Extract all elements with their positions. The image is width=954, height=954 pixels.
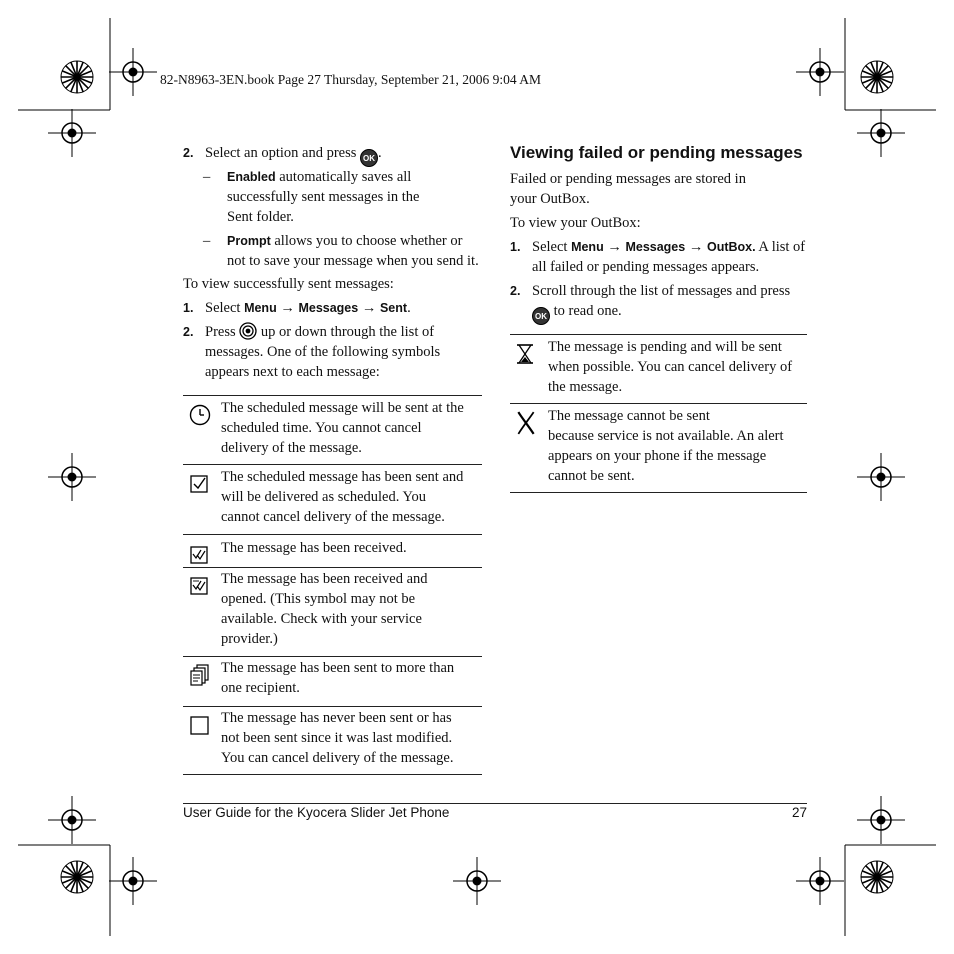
description-line: scheduled time. You cannot cancel [221,420,422,436]
description-line: the message. [548,379,623,395]
description-line: will be delivered as scheduled. You [221,489,426,505]
double-check-icon [189,544,211,566]
description-line: The message has never been sent or has [221,710,452,726]
option-text-line: successfully sent messages in the [227,189,420,205]
intro-line: Failed or pending messages are stored in [510,171,746,187]
double-check-opened-icon [189,575,211,597]
table-rule [183,464,482,465]
symbol-description [221,708,453,768]
description-line: opened. (This symbol may not be [221,591,416,607]
step-number: 1. [183,301,194,315]
table-rule [510,334,807,335]
check-box-icon [189,473,211,495]
messages-key: Messages [298,301,359,315]
step-text: appears next to each message: [205,364,380,380]
option-key-enabled: Enabled [227,170,276,184]
outbox-step-2 [510,281,832,325]
view-step-1 [183,298,505,318]
symbol-description [221,398,464,458]
step-text: Scroll through the list of messages and press [532,283,791,299]
page-number: 27 [791,805,807,820]
step-text: Press [205,324,236,340]
description-line: when possible. You can cancel delivery of [548,359,793,375]
table-rule [183,774,482,775]
description-line: one recipient. [221,680,300,696]
description-line: You can cancel delivery of the message. [221,750,454,766]
table-rule [183,706,482,707]
table-rule [183,656,482,657]
sent-key: Sent [379,301,408,315]
step-text: up or down through the list of [260,324,435,340]
step-number: 1. [510,240,521,254]
description-line: The scheduled message will be sent at the [221,400,464,416]
menu-key: Menu [244,301,277,315]
menu-key: Menu [571,240,604,254]
step-text: to read one. [553,303,622,319]
arrow: → [688,239,704,255]
step-2-select-option: 2. Select an option and press OK . [183,143,505,167]
step-text: A list of [758,239,806,255]
dash: – [203,169,211,185]
description-line: not been sent since it was last modified. [221,730,453,746]
symbol-description [221,467,463,527]
outbox-intro [510,169,746,209]
navigation-key-icon [239,322,257,340]
ok-button-icon: OK [360,149,378,167]
option-text-line: Sent folder. [227,209,294,225]
dash: – [203,233,211,249]
table-rule [183,395,482,396]
description-line: The message has been received. [221,540,407,556]
description-line: delivery of the message. [221,440,362,456]
print-slug: 82-N8963-3EN.book Page 27 Thursday, September 21, 2006 9:04 AM [160,72,541,87]
step-text: Select [532,239,568,255]
description-line: The message has been sent to more than [221,660,455,676]
arrow: → [280,300,295,316]
arrow: → [361,300,377,316]
option-enabled [203,167,517,227]
multiple-recipients-icon [189,664,211,686]
step-text: Select [205,300,241,316]
table-rule [183,534,482,535]
description-line: The message is pending and will be sent [548,339,782,355]
view-sent-intro: To view successfully sent messages: [183,276,394,292]
outbox-step-1 [510,237,832,277]
symbol-description [221,658,454,698]
step-text: messages. One of the following symbols [205,344,441,360]
description-line: appears on your phone if the message [548,448,767,464]
description-line: The message cannot be sent [548,408,710,424]
period: . [407,300,411,316]
option-text-line: not to save your message when you send it. [227,253,479,269]
description-line: provider.) [221,631,278,647]
step-text: Select an option and press [205,145,357,161]
symbol-description [548,406,784,486]
step-text: all failed or pending messages appears. [532,259,760,275]
option-key-prompt: Prompt [227,234,271,248]
option-prompt [203,231,527,271]
footer-title: User Guide for the Kyocera Slider Jet Phone [183,805,450,820]
view-step-2 [183,322,505,382]
step-number: 2. [510,284,521,298]
option-text-line: allows you to choose whether or [274,233,463,249]
step-number: 2. [183,325,194,339]
hourglass-icon [514,343,536,365]
table-rule [510,403,807,404]
failed-x-icon [514,410,538,436]
symbol-description [221,538,407,558]
symbol-description [548,337,792,397]
description-line: The message has been received and [221,571,428,587]
option-text-line: automatically saves all [279,169,412,185]
ok-button-icon: OK [532,307,550,325]
step-number: 2. [183,146,194,160]
description-line: because service is not available. An alert [548,428,784,444]
intro-line: your OutBox. [510,191,590,207]
footer-rule [183,803,807,804]
symbol-description [221,569,428,649]
table-rule [183,567,482,568]
outbox-key: OutBox. [706,240,756,254]
clock-icon [189,404,211,426]
section-heading: Viewing failed or pending messages [510,143,803,162]
outbox-to-view: To view your OutBox: [510,215,641,231]
description-line: The scheduled message has been sent and [221,469,464,485]
messages-key: Messages [625,240,686,254]
empty-box-icon [189,714,211,736]
table-rule [510,492,807,493]
description-line: cannot be sent. [548,468,635,484]
description-line: cannot cancel delivery of the message. [221,509,445,525]
description-line: available. Check with your service [221,611,422,627]
arrow: → [607,239,622,255]
